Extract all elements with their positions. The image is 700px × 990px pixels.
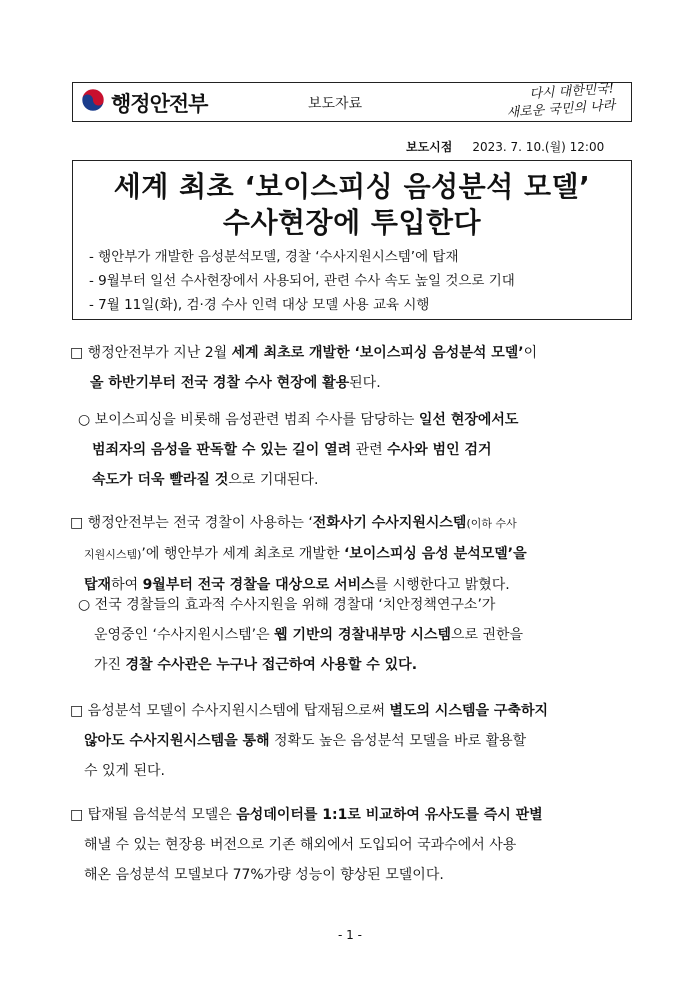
text: 가진: [94, 657, 126, 673]
headline: [73, 169, 631, 241]
bold-text: 9월부터 전국 경찰을 대상으로 서비스: [142, 577, 375, 593]
release-datetime: 2023. 7. 10.(월) 12:00: [472, 140, 605, 154]
slogan-line2: 새로운 국민의 나라: [506, 98, 616, 121]
bold-text: 별도의 시스템을 구축하지: [389, 703, 548, 719]
text: □ 탑재될 음석분석 모델은: [70, 807, 237, 823]
headline-line1: 세계 최초 ‘보이스피싱 음성분석 모델’: [113, 170, 591, 203]
text: 정확도 높은 음성분석 모델을 바로 활용할: [269, 733, 527, 749]
bold-text: 않아도 수사지원시스템을 통해: [84, 733, 270, 749]
text: 하여: [111, 577, 143, 593]
text: □ 행정안전부가 지난 2월: [70, 345, 232, 361]
paragraph-4: [78, 590, 638, 680]
text: □ 음성분석 모델이 수사지원시스템에 탑재됨으로써: [70, 703, 390, 719]
bold-text: 웹 기반의 경찰내부망 시스템: [274, 627, 452, 643]
text: 이: [523, 345, 538, 361]
bold-text: 음성데이터를 1:1로 비교하여 유사도를 즉시 판별: [236, 807, 543, 823]
org-name: 행정안전부: [111, 92, 208, 116]
text: 된다.: [349, 375, 381, 391]
text: ○ 전국 경찰들의 효과적 수사지원을 위해 경찰대 ‘치안정책연구소’가: [78, 597, 496, 613]
page-number: - 1 -: [338, 928, 362, 942]
sub-headline: - 9월부터 일선 수사현장에서 사용되어, 관련 수사 속도 높일 것으로 기대: [89, 273, 515, 289]
text: 해온 음성분석 모델보다 77%가량 성능이 향상된 모델이다.: [84, 867, 444, 883]
paragraph-1: [70, 338, 638, 398]
sub-headlines: [89, 245, 515, 317]
bold-text: 범죄자의 음성을 판독할 수 있는 길이 열려: [92, 442, 352, 458]
text: 해낼 수 있는 현장용 버전으로 기존 해외에서 도입되어 국과수에서 사용: [84, 837, 517, 853]
text: 운영중인 ‘수사지원시스템’은: [94, 627, 275, 643]
text: 지원시스템): [84, 548, 142, 561]
text: 으로 기대된다.: [228, 472, 319, 488]
bold-text: ‘보이스피싱 음성 분석모델’을: [343, 546, 527, 562]
text: □ 행정안전부는 전국 경찰이 사용하는 ‘: [70, 515, 313, 531]
bold-text: 세계 최초로 개발한 ‘보이스피싱 음성분석 모델’: [231, 345, 524, 361]
bold-text: 경찰 수사관은 누구나 접근하여 사용할 수 있다.: [125, 657, 418, 673]
header-box: [72, 82, 632, 122]
text: (이하 수사: [466, 517, 517, 530]
paragraph-5: [70, 696, 638, 786]
paragraph-3: [70, 508, 638, 600]
sub-headline: - 7월 11일(화), 검·경 수사 인력 대상 모델 사용 교육 시행: [89, 297, 430, 313]
sub-headline: - 행안부가 개발한 음성분석모델, 경찰 ‘수사지원시스템’에 탑재: [89, 249, 459, 265]
bold-text: 일선 현장에서도: [418, 412, 519, 428]
bold-text: 올 하반기부터 전국 경찰 수사 현장에 활용: [90, 375, 350, 391]
text: 를 시행한다고 밝혔다.: [374, 577, 510, 593]
text: ○ 보이스피싱을 비롯해 음성관련 범죄 수사를 담당하는: [78, 412, 419, 428]
text: ’에 행안부가 세계 최초로 개발한: [141, 546, 344, 562]
headline-line2: 수사현장에 투입한다: [222, 206, 482, 239]
taegeuk-logo-icon: [81, 88, 105, 112]
bold-text: 전화사기 수사지원시스템: [312, 515, 467, 531]
slogan: [505, 80, 616, 122]
title-box: [72, 160, 632, 320]
paragraph-2: [78, 405, 638, 495]
text: 으로 권한을: [451, 627, 524, 643]
text: 관련: [351, 442, 388, 458]
paragraph-6: [70, 800, 638, 890]
release-label: 보도시점: [406, 140, 453, 154]
release-time: [406, 138, 604, 155]
slogan-line1: 다시 대한민국!: [529, 81, 615, 103]
bold-text: 탑재: [84, 577, 112, 593]
bold-text: 수사와 범인 검거: [387, 442, 492, 458]
bold-text: 속도가 더욱 빨라질 것: [92, 472, 229, 488]
doc-type: 보도자료: [308, 96, 363, 112]
text: 수 있게 된다.: [84, 763, 165, 779]
